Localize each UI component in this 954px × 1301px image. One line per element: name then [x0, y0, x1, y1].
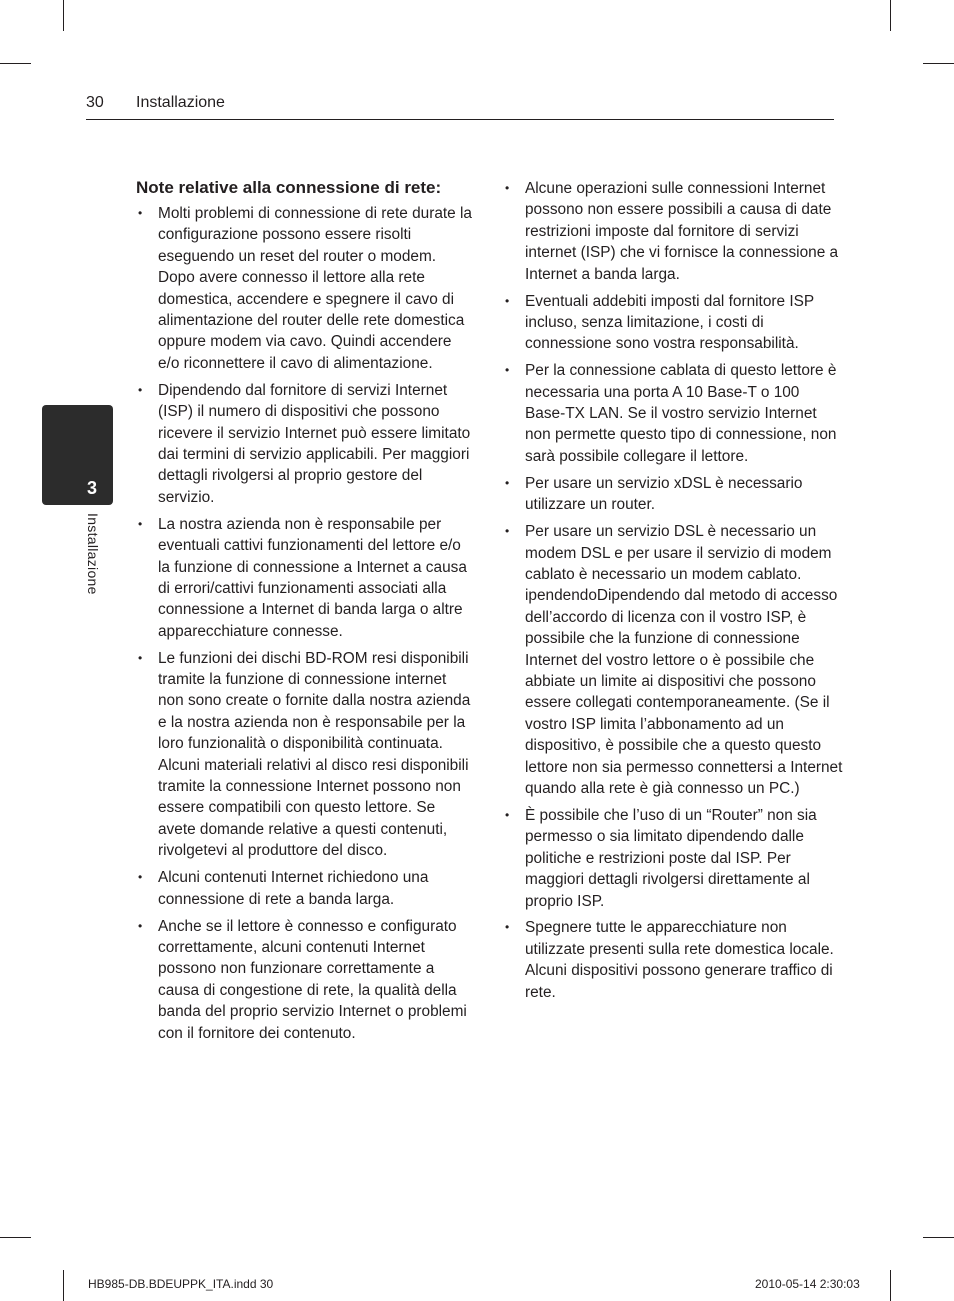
list-item: • Per usare un servizio xDSL è necessario utilizzare un router.: [503, 473, 843, 516]
crop-mark: [890, 1270, 891, 1301]
crop-mark: [890, 0, 891, 31]
list-item: • Alcuni contenuti Internet richiedono una connessione di rete a banda larga.: [136, 867, 472, 910]
list-item: • Per la connessione cablata di questo lettore è necessaria una porta A 10 Base-T o 100 Base-TX LAN. Se il vostro servizio Internet non permette questo tipo di connessione, non sarà possibile collegare il lettore.: [503, 360, 843, 467]
list-item: • Anche se il lettore è connesso e configurato correttamente, alcuni contenuti Internet possono non funzionare correttamente a causa di congestione di rete, la qualità della banda del proprio servizio Internet o problemi con il fornitore dei contenuto.: [136, 916, 472, 1044]
crop-mark: [63, 0, 64, 31]
footer-date-time: 2010-05-14 2:30:03: [755, 1277, 860, 1291]
list-item: • Eventuali addebiti imposti dal fornitore ISP incluso, senza limitazione, i costi di connessione sono vostra responsabilità.: [503, 291, 843, 355]
chapter-label: Installazione: [85, 513, 101, 595]
chapter-tab: [42, 405, 113, 505]
list-item: • È possibile che l’uso di un “Router” non sia permesso o sia limitato dipendendo dalle politiche e restrizioni poste dal ISP. Per maggiori dettagli rivolgersi direttamente al proprio ISP.: [503, 805, 843, 912]
left-column: [136, 176, 472, 1049]
section-title: Installazione: [136, 94, 225, 111]
list-item: • Le funzioni dei dischi BD-ROM resi disponibili tramite la funzione di connessione internet non sono create o fornite dalla nostra azienda e la nostra azienda non è responsabile per la loro funzionalità o disponibilità continuata. Alcuni materiali relativi al disco resi disponibili tramite la connessione Internet possono non essere compatibili con questo lettore. Se avete domande relative a questi contenuti, rivolgetevi al produttore del disco.: [136, 648, 472, 862]
list-item: • Dipendendo dal fornitore di servizi Internet (ISP) il numero di dispositivi che possono ricevere il servizio Internet può essere limitato dai termini di servizio applicabili. Per maggiori dettagli rivolgersi al proprio gestore del servizio.: [136, 380, 472, 508]
crop-mark: [0, 63, 31, 64]
list-item: • Molti problemi di connessione di rete durate la configurazione possono essere risolti eseguendo un reset del router o modem. Dopo avere connesso il lettore alla rete domestica, accendere e spegnere il cavo di alimentazione del router delle rete domestica oppure modem via cavo. Quindi accendere e/o riconnettere il cavo di alimentazione.: [136, 203, 472, 374]
page-number: 30: [86, 94, 104, 111]
crop-mark: [63, 1270, 64, 1301]
notes-list: [136, 203, 472, 1044]
crop-mark: [923, 1237, 954, 1238]
list-item: • Per usare un servizio DSL è necessario un modem DSL e per usare il servizio di modem cablato è necessario un modem cablato. ipendendoDipendendo dal metodo di accesso dell’accordo di licenza con il vostro ISP, è possibile che la funzione di connessione Internet del vostro lettore o è possibile che abbiate un limite ai dispositivi che possono essere collegati contemporaneamente. (Se il vostro ISP limita l’abbonamento ad un dispositivo, è possibile che a questo questo lettore non sia permesso connettersi a Internet quando alla rete è già connesso un PC.): [503, 521, 843, 799]
list-item: • Spegnere tutte le apparecchiature non utilizzate presenti sulla rete domestica locale. Alcuni dispositivi possono generare traffico di rete.: [503, 917, 843, 1003]
crop-mark: [923, 63, 954, 64]
list-item: • La nostra azienda non è responsabile per eventuali cattivi funzionamenti del lettore e/o la funzione di connessione a Internet a causa di errori/cattivi funzionamenti associati alla connessione a Internet di banda larga o altre apparecchiature connesse.: [136, 514, 472, 642]
page-header: [86, 94, 834, 120]
list-item: • Alcune operazioni sulle connessioni Internet possono non essere possibili a causa di date restrizioni imposte dal fornitore di servizi internet (ISP) che vi fornisce la connessione a Internet a banda larga.: [503, 178, 843, 285]
chapter-number: 3: [86, 478, 97, 498]
crop-mark: [0, 1237, 31, 1238]
notes-heading: Note relative alla connessione di rete:: [136, 178, 442, 197]
right-column: [503, 176, 843, 1009]
notes-list: [503, 178, 843, 1003]
footer-file-info: HB985-DB.BDEUPPK_ITA.indd 30: [88, 1277, 274, 1291]
